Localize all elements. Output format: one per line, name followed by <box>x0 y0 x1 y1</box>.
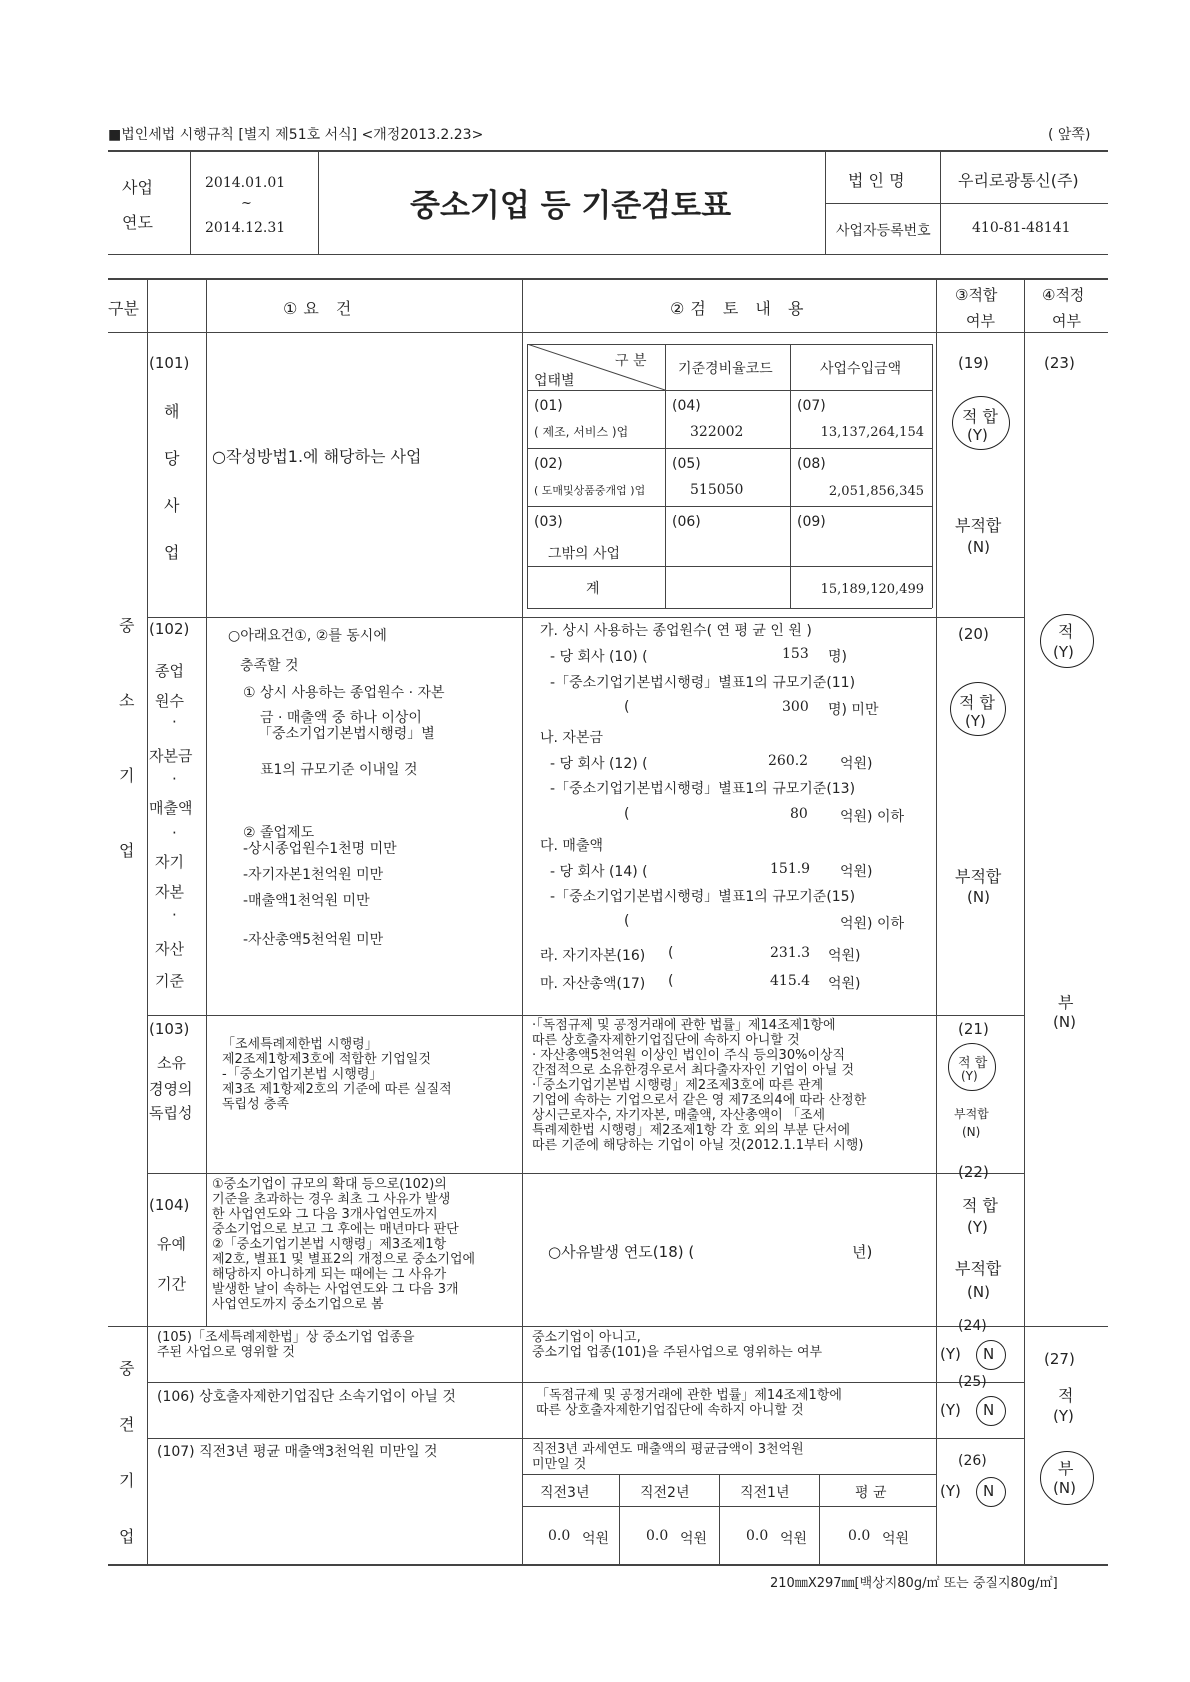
r102-label-part: 자기 <box>155 853 184 871</box>
r102-ga-std-open: ( <box>624 699 630 715</box>
r102-ma-val: 415.4 <box>770 973 811 989</box>
r104-fit-no-label: 부적합 <box>955 1259 1002 1278</box>
r101-row-code: 515050 <box>690 482 744 498</box>
r102-label-part: · <box>172 906 177 924</box>
r107-requirement: (107) 직전3년 평균 매출액3천억원 미만일 것 <box>157 1444 438 1460</box>
r102-da-company-unit: 억원) <box>840 864 873 880</box>
r103-label-part: 경영의 <box>149 1080 193 1098</box>
r102-da-std-unit: 억원) 이하 <box>840 916 905 932</box>
r107-value: 0.0 <box>746 1528 769 1544</box>
r102-ga-company: - 당 회사 (10) ( <box>550 649 648 665</box>
r101-hdr-amount: 사업수입금액 <box>820 361 902 377</box>
r101-row-amt-no: (09) <box>797 514 826 530</box>
col-fit-2: 여부 <box>966 312 995 330</box>
col-valid-2: 여부 <box>1052 312 1081 330</box>
r102-fit-no: (20) <box>958 625 989 643</box>
r104-requirement: ①중소기업이 규모의 확대 등으로(102)의 기준을 초과하는 경우 최초 그 사유가 발생 한 사업연도와 그 다음 3개사업연도까지 중소기업으로 보고 그 후에는 매년마다 판단 ②「중소기업기본법 시행령」제3조제1항 제2호, 별표1 및 별표2의 개정으로 중소기업에 해당하지 아니하게 되는 때에는 그 사유가 발생한 날이 속하는 사업연도와 그 다음 3개 사업연도까지 중소기업으로 봄 <box>212 1177 476 1312</box>
r101-row-no: (02) <box>534 456 563 472</box>
r107-y: (Y) <box>940 1482 961 1500</box>
r102-fit-no-label: 부적합 <box>955 867 1002 886</box>
form-regulation: ■법인세법 시행규칙 [별지 제51호 서식] <개정2013.2.23> <box>108 127 484 143</box>
r102-req-line: ② 졸업제도 <box>243 825 315 841</box>
r106-n: N <box>983 1401 995 1419</box>
r102-code: (102) <box>149 620 190 638</box>
r102-ga-company-unit: 명) <box>828 649 847 665</box>
r102-fit-yes: 적 합 <box>959 693 995 712</box>
r102-ga-std: -「중소기업기본법시행령」별표1의 규모기준(11) <box>550 675 856 691</box>
r101-fit-yes-y: (Y) <box>967 426 988 444</box>
r102-req-line: -상시종업원수1천명 미만 <box>243 841 397 857</box>
r102-label-part: · <box>172 713 177 731</box>
sme-valid-yes: 적 <box>1058 622 1074 641</box>
r102-da-company: - 당 회사 (14) ( <box>550 864 648 880</box>
r105-requirement: (105)「조세특례제한법」상 중소기업 업종을 주된 사업으로 영위할 것 <box>157 1330 415 1360</box>
r105-no: (24) <box>958 1318 987 1334</box>
r102-req-line: 표1의 규모기준 이내일 것 <box>260 762 418 778</box>
r101-row-amount: 13,137,264,154 <box>820 425 924 440</box>
r102-ra-val: 231.3 <box>770 945 811 961</box>
r101-label-char: 업 <box>164 543 180 562</box>
r102-ga-std-val: 300 <box>782 699 809 715</box>
r101-hdr-upte: 업태별 <box>534 373 575 389</box>
r102-req-line: 금 · 매출액 중 하나 이상이 <box>260 710 422 726</box>
r101-row-name: ( 제조, 서비스 )업 <box>534 425 629 439</box>
r104-label-part: 유예 <box>157 1235 186 1253</box>
r107-value: 0.0 <box>646 1528 669 1544</box>
r101-label-char: 사 <box>164 496 180 515</box>
col-fit-1: ③적합 <box>955 286 998 304</box>
r102-fit-no-n: (N) <box>967 888 990 906</box>
sme-label-char: 업 <box>119 841 135 860</box>
r101-row-amt-no: (07) <box>797 398 826 414</box>
r104-review-end: 년) <box>852 1243 873 1261</box>
page-title: 중소기업 등 기준검토표 <box>410 188 732 224</box>
r101-total: 15,189,120,499 <box>820 582 924 597</box>
r105-y: (Y) <box>940 1345 961 1363</box>
r102-label-part: 기준 <box>155 972 184 990</box>
r101-hdr-gubun: 구 분 <box>615 353 647 369</box>
sme-valid-yes-y: (Y) <box>1053 643 1074 661</box>
r103-fit-no-n: (N) <box>962 1125 981 1139</box>
r101-row-no: (03) <box>534 514 563 530</box>
r101-row-name: ( 도매및상품중개업 )업 <box>534 484 646 497</box>
r107-value: 0.0 <box>848 1528 871 1544</box>
r101-fit-no-label: 부적합 <box>955 516 1002 535</box>
mid-valid-no-n: (N) <box>1053 1479 1076 1497</box>
r101-requirement: ○작성방법1.에 해당하는 사업 <box>212 447 422 466</box>
sme-label-char: 소 <box>119 691 135 710</box>
r106-y: (Y) <box>940 1401 961 1419</box>
r107-unit: 억원 <box>582 1531 610 1547</box>
col-valid-1: ④적정 <box>1042 286 1085 304</box>
r101-fit-no: (19) <box>958 354 989 372</box>
mid-label-char: 견 <box>119 1415 135 1434</box>
r104-fit-yes-y: (Y) <box>967 1218 988 1236</box>
r104-code: (104) <box>149 1196 190 1214</box>
sme-valid-no-label: 부 <box>1058 993 1074 1012</box>
r102-ga-title: 가. 상시 사용하는 종업원수( 연 평 균 인 원 ) <box>540 623 812 639</box>
mid-label-char: 기 <box>119 1471 135 1490</box>
r107-review: 직전3년 과세연도 매출액의 평균금액이 3천억원 미만일 것 <box>532 1442 804 1472</box>
r102-ma-open: ( <box>668 973 674 989</box>
period-start: 2014.01.01 <box>205 175 286 191</box>
r103-label-part: 소유 <box>157 1054 186 1072</box>
corp-name-label: 법 인 명 <box>848 171 905 190</box>
r102-label-part: 자산 <box>155 940 184 958</box>
r103-fit-no: (21) <box>958 1020 989 1038</box>
r102-ga-company-val: 153 <box>782 646 809 662</box>
r102-ra-unit: 억원) <box>828 948 861 964</box>
r103-fit-no-label: 부적합 <box>954 1107 989 1121</box>
r101-label-char: 해 <box>164 402 180 421</box>
col-review: ②검 토 내 용 <box>670 299 810 318</box>
r107-unit: 억원 <box>680 1531 708 1547</box>
paper-spec: 210㎜X297㎜[백상지80g/㎡ 또는 중질지80g/㎡] <box>770 1576 1058 1591</box>
r107-year: 직전1년 <box>740 1485 790 1501</box>
r107-unit: 억원 <box>780 1531 808 1547</box>
period-separator: ~ <box>241 196 252 211</box>
r104-fit-no-n: (N) <box>967 1283 990 1301</box>
mid-valid-no: (27) <box>1044 1350 1075 1368</box>
sme-label-char: 기 <box>119 766 135 785</box>
r101-row-amt-no: (08) <box>797 456 826 472</box>
sme-label-char: 중 <box>119 616 135 635</box>
year-label-2: 연도 <box>122 213 153 232</box>
r104-fit-no: (22) <box>958 1163 989 1181</box>
mid-valid-yes-y: (Y) <box>1053 1407 1074 1425</box>
r101-fit-no-n: (N) <box>967 538 990 556</box>
mid-valid-yes: 적 <box>1058 1386 1074 1405</box>
r102-da-title: 다. 매출액 <box>540 838 603 854</box>
mid-label-char: 중 <box>119 1359 135 1378</box>
r102-label-part: 자본 <box>155 883 184 901</box>
r106-review: 「독점규제 및 공정거래에 관한 법률」제14조제1항에 따른 상호출자제한기업집단에 속하지 아니할 것 <box>536 1388 842 1418</box>
corp-name-value: 우리로광통신(주) <box>958 171 1079 190</box>
r102-na-company: - 당 회사 (12) ( <box>550 756 648 772</box>
r107-no: (26) <box>958 1453 987 1469</box>
r102-req-line: ① 상시 사용하는 종업원수 · 자본 <box>243 685 445 701</box>
r106-no: (25) <box>958 1374 987 1390</box>
col-requirement: ①요 건 <box>283 299 358 318</box>
reg-no-value: 410-81-48141 <box>972 220 1071 236</box>
r102-label-part: 자본금 <box>149 747 193 765</box>
r102-da-std: -「중소기업기본법시행령」별표1의 규모기준(15) <box>550 889 856 905</box>
r101-row-name: 그밖의 사업 <box>548 546 621 562</box>
mid-label-char: 업 <box>119 1527 135 1546</box>
r102-label-part: · <box>172 824 177 842</box>
reg-no-label: 사업자등록번호 <box>836 223 931 239</box>
col-category: 구분 <box>108 299 139 318</box>
r102-label-part: 종업 <box>155 662 184 680</box>
year-label-1: 사업 <box>122 178 153 197</box>
r102-na-company-val: 260.2 <box>768 753 809 769</box>
r102-fit-yes-y: (Y) <box>965 712 986 730</box>
r101-row-code-no: (06) <box>672 514 701 530</box>
r102-ra-open: ( <box>668 945 674 961</box>
sme-valid-no: (23) <box>1044 354 1075 372</box>
r106-requirement: (106) 상호출자제한기업집단 소속기업이 아닐 것 <box>157 1389 456 1405</box>
r102-label-part: 원수 <box>155 692 184 710</box>
r101-row-code: 322002 <box>690 424 744 440</box>
r104-fit-yes: 적 합 <box>962 1196 998 1215</box>
r107-n: N <box>983 1482 995 1500</box>
r102-req-line: -자산총액5천억원 미만 <box>243 932 384 948</box>
mid-valid-no-label: 부 <box>1058 1459 1074 1478</box>
r102-req-line: 「중소기업기본법시행령」별 <box>258 726 435 742</box>
period-end: 2014.12.31 <box>205 220 286 236</box>
r107-unit: 억원 <box>882 1531 910 1547</box>
r102-ma-unit: 억원) <box>828 976 861 992</box>
r102-da-company-val: 151.9 <box>770 861 811 877</box>
r102-na-std-open: ( <box>624 806 630 822</box>
r105-n: N <box>983 1345 995 1363</box>
r103-code: (103) <box>149 1020 190 1038</box>
r107-year: 직전2년 <box>640 1485 690 1501</box>
r107-year: 직전3년 <box>540 1485 590 1501</box>
r102-req-line: -자기자본1천억원 미만 <box>243 867 384 883</box>
r102-ra-label: 라. 자기자본(16) <box>540 948 646 964</box>
page-side-label: ( 앞쪽) <box>1048 127 1091 143</box>
r101-row-code-no: (05) <box>672 456 701 472</box>
r101-row-no: (01) <box>534 398 563 414</box>
sme-valid-no-n: (N) <box>1053 1013 1076 1031</box>
r104-label-part: 기간 <box>157 1275 186 1293</box>
r102-na-company-unit: 억원) <box>840 756 873 772</box>
r101-fit-yes: 적 합 <box>962 407 998 426</box>
r102-na-std-val: 80 <box>790 806 808 822</box>
r103-requirement: 「조세특례제한법 시행령」 제2조제1항제3호에 적합한 기업일것 -「중소기업기본법 시행령」 제3조 제1항제2호의 기준에 따른 실질적 독립성 충족 <box>222 1037 452 1112</box>
r103-review: ·「독점규제 및 공정거래에 관한 법률」제14조제1항에 따른 상호출자제한기업집단에 속하지 아니할 것 · 자산총액5천억원 이상인 법인이 주식 등의30%이상직 간접적으로 소유한경우로서 최다출자자인 기업이 아닐 것 ·「중소기업기본법 시행령」제2조제3호에 따른 관계 기업에 속하는 기업으로서 같은 영 제7조의4에 따라 산정한 상시근로자수, 자기자본, 매출액, 자산총액이 「조세 특례제한법 시행령」제2조제1항 각 호 외의 부분 단서에 따른 기준에 해당하는 기업이 아닐 것(2012.1.1부터 시행) <box>532 1018 867 1153</box>
r101-hdr-code: 기준경비율코드 <box>678 361 773 377</box>
r102-req-line: 충족할 것 <box>240 658 299 674</box>
r107-year: 평 균 <box>855 1485 887 1501</box>
r101-label-char: 당 <box>164 449 180 468</box>
r105-review: 중소기업이 아니고, 중소기업 업종(101)을 주된사업으로 영위하는 여부 <box>532 1330 823 1360</box>
r101-total-label: 계 <box>586 581 600 597</box>
r102-na-std: -「중소기업기본법시행령」별표1의 규모기준(13) <box>550 781 856 797</box>
r102-na-title: 나. 자본금 <box>540 730 603 746</box>
r102-label-part: 매출액 <box>149 799 193 817</box>
r101-row-amount: 2,051,856,345 <box>828 484 924 499</box>
r103-label-part: 독립성 <box>149 1104 193 1122</box>
r103-fit-yes-y: (Y) <box>961 1069 978 1083</box>
r103-fit-yes: 적 합 <box>958 1056 988 1071</box>
r102-label-part: · <box>172 770 177 788</box>
r102-na-std-unit: 억원) 이하 <box>840 809 905 825</box>
r104-review: ○사유발생 연도(18) ( <box>548 1243 695 1261</box>
r102-da-std-open: ( <box>624 913 630 929</box>
r102-req-line: -매출액1천억원 미만 <box>243 893 370 909</box>
r102-ga-std-unit: 명) 미만 <box>828 702 879 718</box>
r107-value: 0.0 <box>548 1528 571 1544</box>
r102-ma-label: 마. 자산총액(17) <box>540 976 646 992</box>
r101-row-code-no: (04) <box>672 398 701 414</box>
r102-req-line: ○아래요건①, ②를 동시에 <box>228 628 387 644</box>
r101-code: (101) <box>149 354 190 372</box>
